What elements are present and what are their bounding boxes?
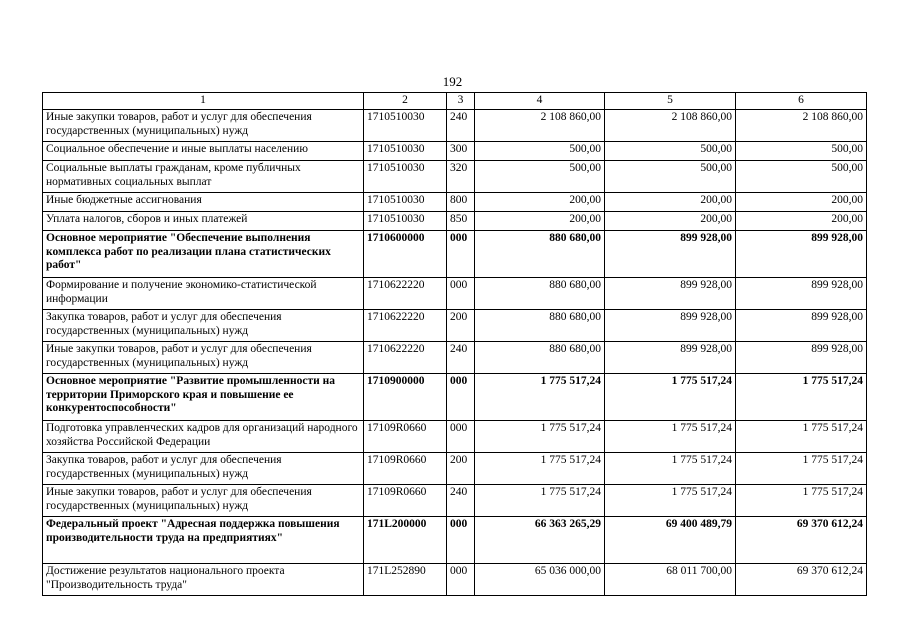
row-code: 1710510030 xyxy=(364,212,447,231)
row-value-col4: 1 775 517,24 xyxy=(475,453,605,485)
row-expense-type: 800 xyxy=(447,193,475,212)
row-name: Основное мероприятие "Развитие промышленности на территории Приморского края и повышение ее конкурентоспособности" xyxy=(43,374,364,421)
row-value-col4: 880 680,00 xyxy=(475,342,605,374)
row-name: Иные закупки товаров, работ и услуг для обеспечения государственных (муниципальных) нужд xyxy=(43,342,364,374)
row-name: Иные бюджетные ассигнования xyxy=(43,193,364,212)
table-row xyxy=(43,231,867,278)
row-name: Достижение результатов национального проекта "Производительность труда" xyxy=(43,564,364,596)
table-row xyxy=(43,517,867,564)
table-row xyxy=(43,564,867,596)
row-code: 1710622220 xyxy=(364,342,447,374)
row-value-col6: 899 928,00 xyxy=(736,231,867,278)
column-header: 6 xyxy=(736,93,867,110)
row-value-col4: 880 680,00 xyxy=(475,231,605,278)
table-row xyxy=(43,142,867,161)
row-value-col6: 200,00 xyxy=(736,212,867,231)
table-row xyxy=(43,212,867,231)
table-row xyxy=(43,193,867,212)
row-value-col5: 899 928,00 xyxy=(605,231,736,278)
row-value-col5: 1 775 517,24 xyxy=(605,453,736,485)
row-value-col5: 500,00 xyxy=(605,142,736,161)
row-code: 17109R0660 xyxy=(364,485,447,517)
column-header: 5 xyxy=(605,93,736,110)
row-value-col4: 1 775 517,24 xyxy=(475,485,605,517)
row-code: 1710510030 xyxy=(364,193,447,212)
row-value-col4: 65 036 000,00 xyxy=(475,564,605,596)
page-number: 192 xyxy=(442,74,463,89)
row-expense-type: 200 xyxy=(447,453,475,485)
row-code: 1710900000 xyxy=(364,374,447,421)
row-code: 171L252890 xyxy=(364,564,447,596)
table-row xyxy=(43,110,867,142)
row-value-col4: 200,00 xyxy=(475,193,605,212)
row-value-col5: 1 775 517,24 xyxy=(605,421,736,453)
table-row xyxy=(43,161,867,193)
row-value-col4: 880 680,00 xyxy=(475,310,605,342)
row-value-col6: 200,00 xyxy=(736,193,867,212)
row-code: 17109R0660 xyxy=(364,421,447,453)
table-row xyxy=(43,310,867,342)
row-value-col4: 500,00 xyxy=(475,161,605,193)
row-value-col4: 1 775 517,24 xyxy=(475,374,605,421)
row-value-col5: 1 775 517,24 xyxy=(605,374,736,421)
column-header: 3 xyxy=(447,93,475,110)
row-code: 171L200000 xyxy=(364,517,447,564)
column-header: 2 xyxy=(364,93,447,110)
column-header: 4 xyxy=(475,93,605,110)
row-expense-type: 320 xyxy=(447,161,475,193)
row-code: 1710622220 xyxy=(364,310,447,342)
table-body xyxy=(43,110,867,596)
row-value-col5: 2 108 860,00 xyxy=(605,110,736,142)
row-expense-type: 240 xyxy=(447,342,475,374)
row-value-col5: 68 011 700,00 xyxy=(605,564,736,596)
row-expense-type: 000 xyxy=(447,231,475,278)
table-row xyxy=(43,485,867,517)
row-code: 1710510030 xyxy=(364,161,447,193)
budget-table xyxy=(42,92,867,596)
row-value-col5: 500,00 xyxy=(605,161,736,193)
row-value-col4: 66 363 265,29 xyxy=(475,517,605,564)
row-code: 1710622220 xyxy=(364,278,447,310)
row-code: 1710510030 xyxy=(364,110,447,142)
row-value-col6: 1 775 517,24 xyxy=(736,374,867,421)
table-row xyxy=(43,342,867,374)
row-expense-type: 240 xyxy=(447,485,475,517)
row-value-col5: 1 775 517,24 xyxy=(605,485,736,517)
row-value-col5: 899 928,00 xyxy=(605,278,736,310)
row-expense-type: 200 xyxy=(447,310,475,342)
row-value-col6: 899 928,00 xyxy=(736,310,867,342)
row-value-col4: 880 680,00 xyxy=(475,278,605,310)
row-name: Уплата налогов, сборов и иных платежей xyxy=(43,212,364,231)
row-expense-type: 850 xyxy=(447,212,475,231)
row-expense-type: 000 xyxy=(447,421,475,453)
row-code: 1710600000 xyxy=(364,231,447,278)
row-name: Подготовка управленческих кадров для организаций народного хозяйства Российской Федерации xyxy=(43,421,364,453)
row-value-col4: 200,00 xyxy=(475,212,605,231)
row-name: Иные закупки товаров, работ и услуг для обеспечения государственных (муниципальных) нужд xyxy=(43,485,364,517)
row-name: Социальное обеспечение и иные выплаты населению xyxy=(43,142,364,161)
row-expense-type: 000 xyxy=(447,517,475,564)
row-code: 17109R0660 xyxy=(364,453,447,485)
row-value-col5: 200,00 xyxy=(605,212,736,231)
row-name: Закупка товаров, работ и услуг для обеспечения государственных (муниципальных) нужд xyxy=(43,453,364,485)
row-value-col5: 200,00 xyxy=(605,193,736,212)
row-value-col6: 1 775 517,24 xyxy=(736,453,867,485)
row-code: 1710510030 xyxy=(364,142,447,161)
row-value-col5: 69 400 489,79 xyxy=(605,517,736,564)
row-value-col6: 500,00 xyxy=(736,142,867,161)
row-name: Иные закупки товаров, работ и услуг для обеспечения государственных (муниципальных) нужд xyxy=(43,110,364,142)
row-value-col6: 69 370 612,24 xyxy=(736,517,867,564)
row-name: Социальные выплаты гражданам, кроме публичных нормативных социальных выплат xyxy=(43,161,364,193)
row-value-col6: 1 775 517,24 xyxy=(736,485,867,517)
row-value-col4: 1 775 517,24 xyxy=(475,421,605,453)
row-name: Основное мероприятие "Обеспечение выполнения комплекса работ по реализации плана статистических работ" xyxy=(43,231,364,278)
table-row xyxy=(43,374,867,421)
column-header: 1 xyxy=(43,93,364,110)
row-value-col6: 2 108 860,00 xyxy=(736,110,867,142)
row-name: Формирование и получение экономико-статистической информации xyxy=(43,278,364,310)
row-value-col6: 899 928,00 xyxy=(736,278,867,310)
row-name: Федеральный проект "Адресная поддержка повышения производительности труда на предприятиях" xyxy=(43,517,364,564)
row-name: Закупка товаров, работ и услуг для обеспечения государственных (муниципальных) нужд xyxy=(43,310,364,342)
row-value-col4: 2 108 860,00 xyxy=(475,110,605,142)
row-expense-type: 240 xyxy=(447,110,475,142)
table-row xyxy=(43,421,867,453)
row-value-col6: 899 928,00 xyxy=(736,342,867,374)
row-expense-type: 000 xyxy=(447,374,475,421)
row-expense-type: 000 xyxy=(447,278,475,310)
table-row xyxy=(43,453,867,485)
row-value-col5: 899 928,00 xyxy=(605,310,736,342)
row-value-col6: 69 370 612,24 xyxy=(736,564,867,596)
row-value-col5: 899 928,00 xyxy=(605,342,736,374)
table-row xyxy=(43,278,867,310)
row-expense-type: 000 xyxy=(447,564,475,596)
row-value-col4: 500,00 xyxy=(475,142,605,161)
row-value-col6: 500,00 xyxy=(736,161,867,193)
row-expense-type: 300 xyxy=(447,142,475,161)
row-value-col6: 1 775 517,24 xyxy=(736,421,867,453)
table-header-row xyxy=(43,93,867,110)
